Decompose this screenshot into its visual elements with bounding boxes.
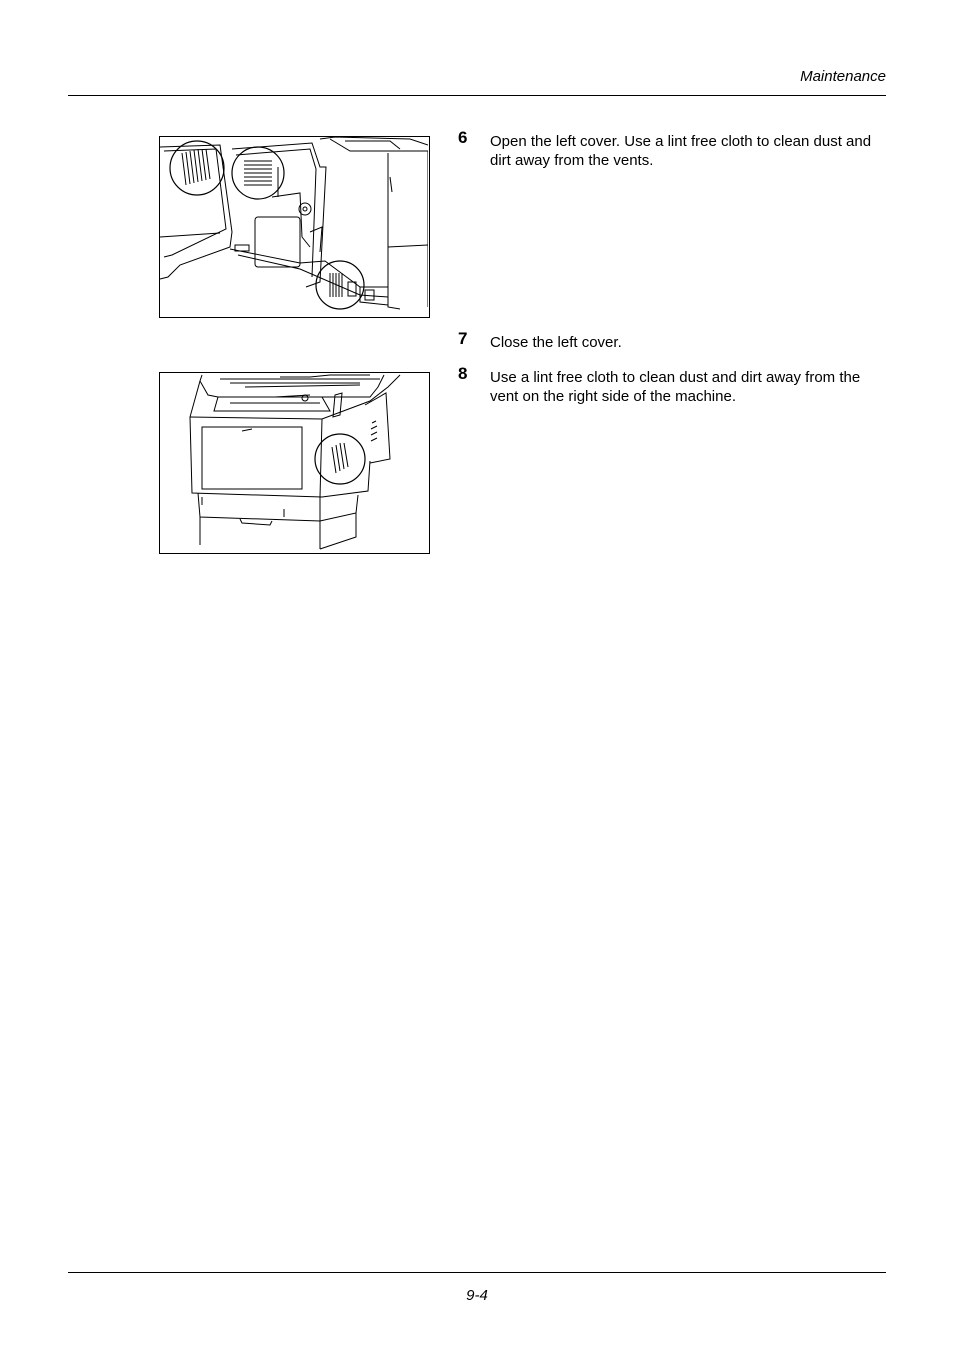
step-text: Use a lint free cloth to clean dust and dirt away from the vent on the right side of the machine. — [490, 369, 861, 405]
step-number: 7 — [458, 329, 468, 348]
header-rule — [68, 95, 886, 96]
printer-left-cover-open-illustration — [159, 136, 430, 318]
step-text: Close the left cover. — [490, 334, 622, 351]
page-number: 9-4 — [466, 1287, 488, 1304]
step-number: 6 — [458, 128, 468, 147]
footer-rule — [68, 1272, 886, 1273]
header-section-title: Maintenance — [800, 68, 886, 85]
step-number: 8 — [458, 364, 468, 383]
step-text: Open the left cover. Use a lint free cloth to clean dust and dirt away from the vents. — [490, 133, 872, 169]
printer-right-side-vent-illustration — [159, 372, 430, 554]
